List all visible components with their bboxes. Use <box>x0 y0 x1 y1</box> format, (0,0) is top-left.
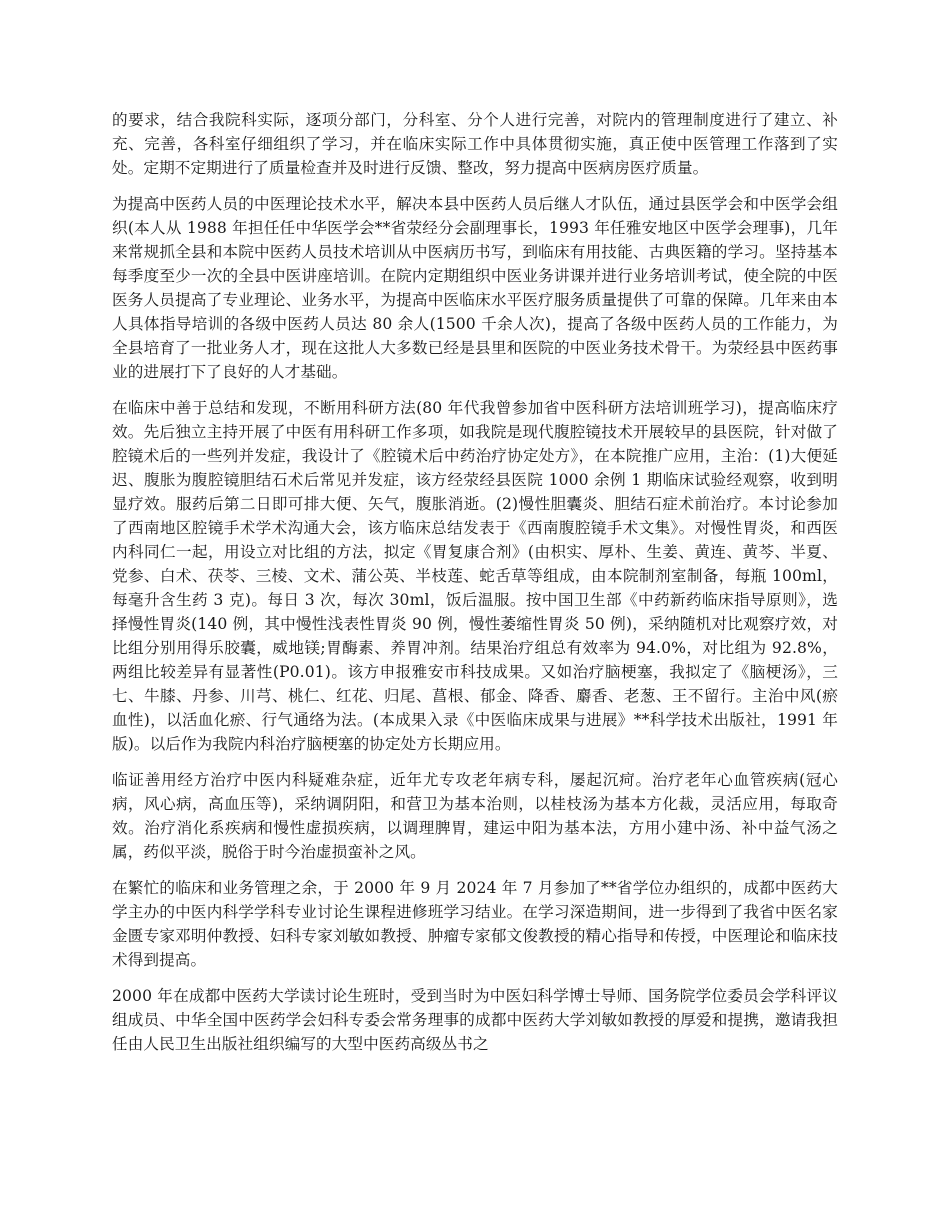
paragraph-clinical: 临证善用经方治疗中医内科疑难杂症，近年尤专攻老年病专科，屡起沉疴。治疗老年心血管疾病(冠心病，风心病，高血压等)，采纳调阴阳，和营卫为基本治则，以桂枝汤为基本方化裁，灵活应用，每取奇效。治疗消化系疾病和慢性虚损疾病，以调理脾胃，建运中阳为基本法，方用小建中汤、补中益气汤之属，药似平淡，脱俗于时今治虚损蛮补之风。 <box>112 771 838 861</box>
paragraph-2000: 2000 年在成都中医药大学读讨论生班时，受到当时为中医妇科学博士导师、国务院学位委员会学科评议组成员、中华全国中医药学会妇科专委会常务理事的成都中医药大学刘敏如教授的厚爱和提携，邀请我担任由人民卫生出版社组织编写的大型中医药高级丛书之 <box>112 987 838 1053</box>
paragraph-study: 在繁忙的临床和业务管理之余，于 2000 年 9 月 2024 年 7 月参加了**省学位办组织的，成都中医药大学主办的中医内科学学科专业讨论生课程进修班学习结业。在学习深造期间，进一步得到了我省中医名家金匮专家邓明仲教授、妇科专家刘敏如教授、肿瘤专家郁文俊教授的精心指导和传授，中医理论和临床技术得到提高。 <box>112 879 838 969</box>
paragraph-management: 的要求，结合我院科实际，逐项分部门，分科室、分个人进行完善，对院内的管理制度进行了建立、补充、完善，各科室仔细组织了学习，并在临床实际工作中具体贯彻实施，真正使中医管理工作落到了实处。定期不定期进行了质量检查并及时进行反馈、整改，努力提高中医病房医疗质量。 <box>112 111 838 177</box>
document-body <box>112 108 838 1068</box>
paragraph-training: 为提高中医药人员的中医理论技术水平，解决本县中医药人员后继人才队伍，通过县医学会和中医学会组织(本人从 1988 年担任任中华医学会**省荥经分会副理事长，1993 年任雅安地区中医学会理事)，几年来常规抓全县和本院中医药人员技术培训从中医病历书写，到临床有用技能、古典医籍的学习。坚持基本每季度至少一次的全县中医讲座培训。在院内定期组织中医业务讲课并进行业务培训考试，使全院的中医医务人员提高了专业理论、业务水平，为提高中医临床水平医疗服务质量提供了可靠的保障。几年来由本人具体指导培训的各级中医药人员达 80 余人(1500 千余人次)，提高了各级中医药人员的工作能力，为全县培育了一批业务人才，现在这批人大多数已经是县里和医院的中医业务技术骨干。为荥经县中医药事业的进展打下了良好的人才基础。 <box>112 195 838 381</box>
paragraph-research: 在临床中善于总结和发现，不断用科研方法(80 年代我曾参加省中医科研方法培训班学习)，提高临床疗效。先后独立主持开展了中医有用科研工作多项，如我院是现代腹腔镜技术开展较早的县医院，针对做了腔镜术后的一些列并发症，我设计了《腔镜术后中药治疗协定处方》，在本院推广应用，主治：(1)大便延迟、腹胀为腹腔镜胆结石术后常见并发症，该方经荥经县医院 1000 余例 1 期临床试验经观察，收到明显疗效。服药后第二日即可排大便、矢气，腹胀消逝。(2)慢性胆囊炎、胆结石症术前治疗。本讨论参加了西南地区腔镜手术学术沟通大会，该方临床总结发表于《西南腹腔镜手术文集》。对慢性胃炎，和西医内科同仁一起，用设立对比组的方法，拟定《胃复康合剂》(由枳实、厚朴、生姜、黄连、黄芩、半夏、党参、白术、茯苓、三棱、文术、蒲公英、半枝莲、蛇舌草等组成，由本院制剂室制备，每瓶 100ml，每毫升含生药 3 克)。每日 3 次，每次 30ml，饭后温服。按中国卫生部《中药新药临床指导原则》，选择慢性胃炎(140 例，其中慢性浅表性胃炎 90 例，慢性萎缩性胃炎 50 例)，采纳随机对比观察疗效，对比组分别用得乐胶囊，威地镁;胃酶素、养胃冲剂。结果治疗组总有效率为 94.0%，对比组为 92.8%，两组比较差异有显著性(P0.01)。该方申报雅安市科技成果。又如治疗脑梗塞，我拟定了《脑梗汤》，三七、牛膝、丹参、川芎、桃仁、红花、归尾、菖根、郁金、降香、麝香、老葱、王不留行。主治中风(瘀血性)，以活血化瘀、行气通络为法。(本成果入录《中医临床成果与进展》**科学技术出版社，1991 年版)。以后作为我院内科治疗脑梗塞的协定处方长期应用。 <box>112 399 838 753</box>
